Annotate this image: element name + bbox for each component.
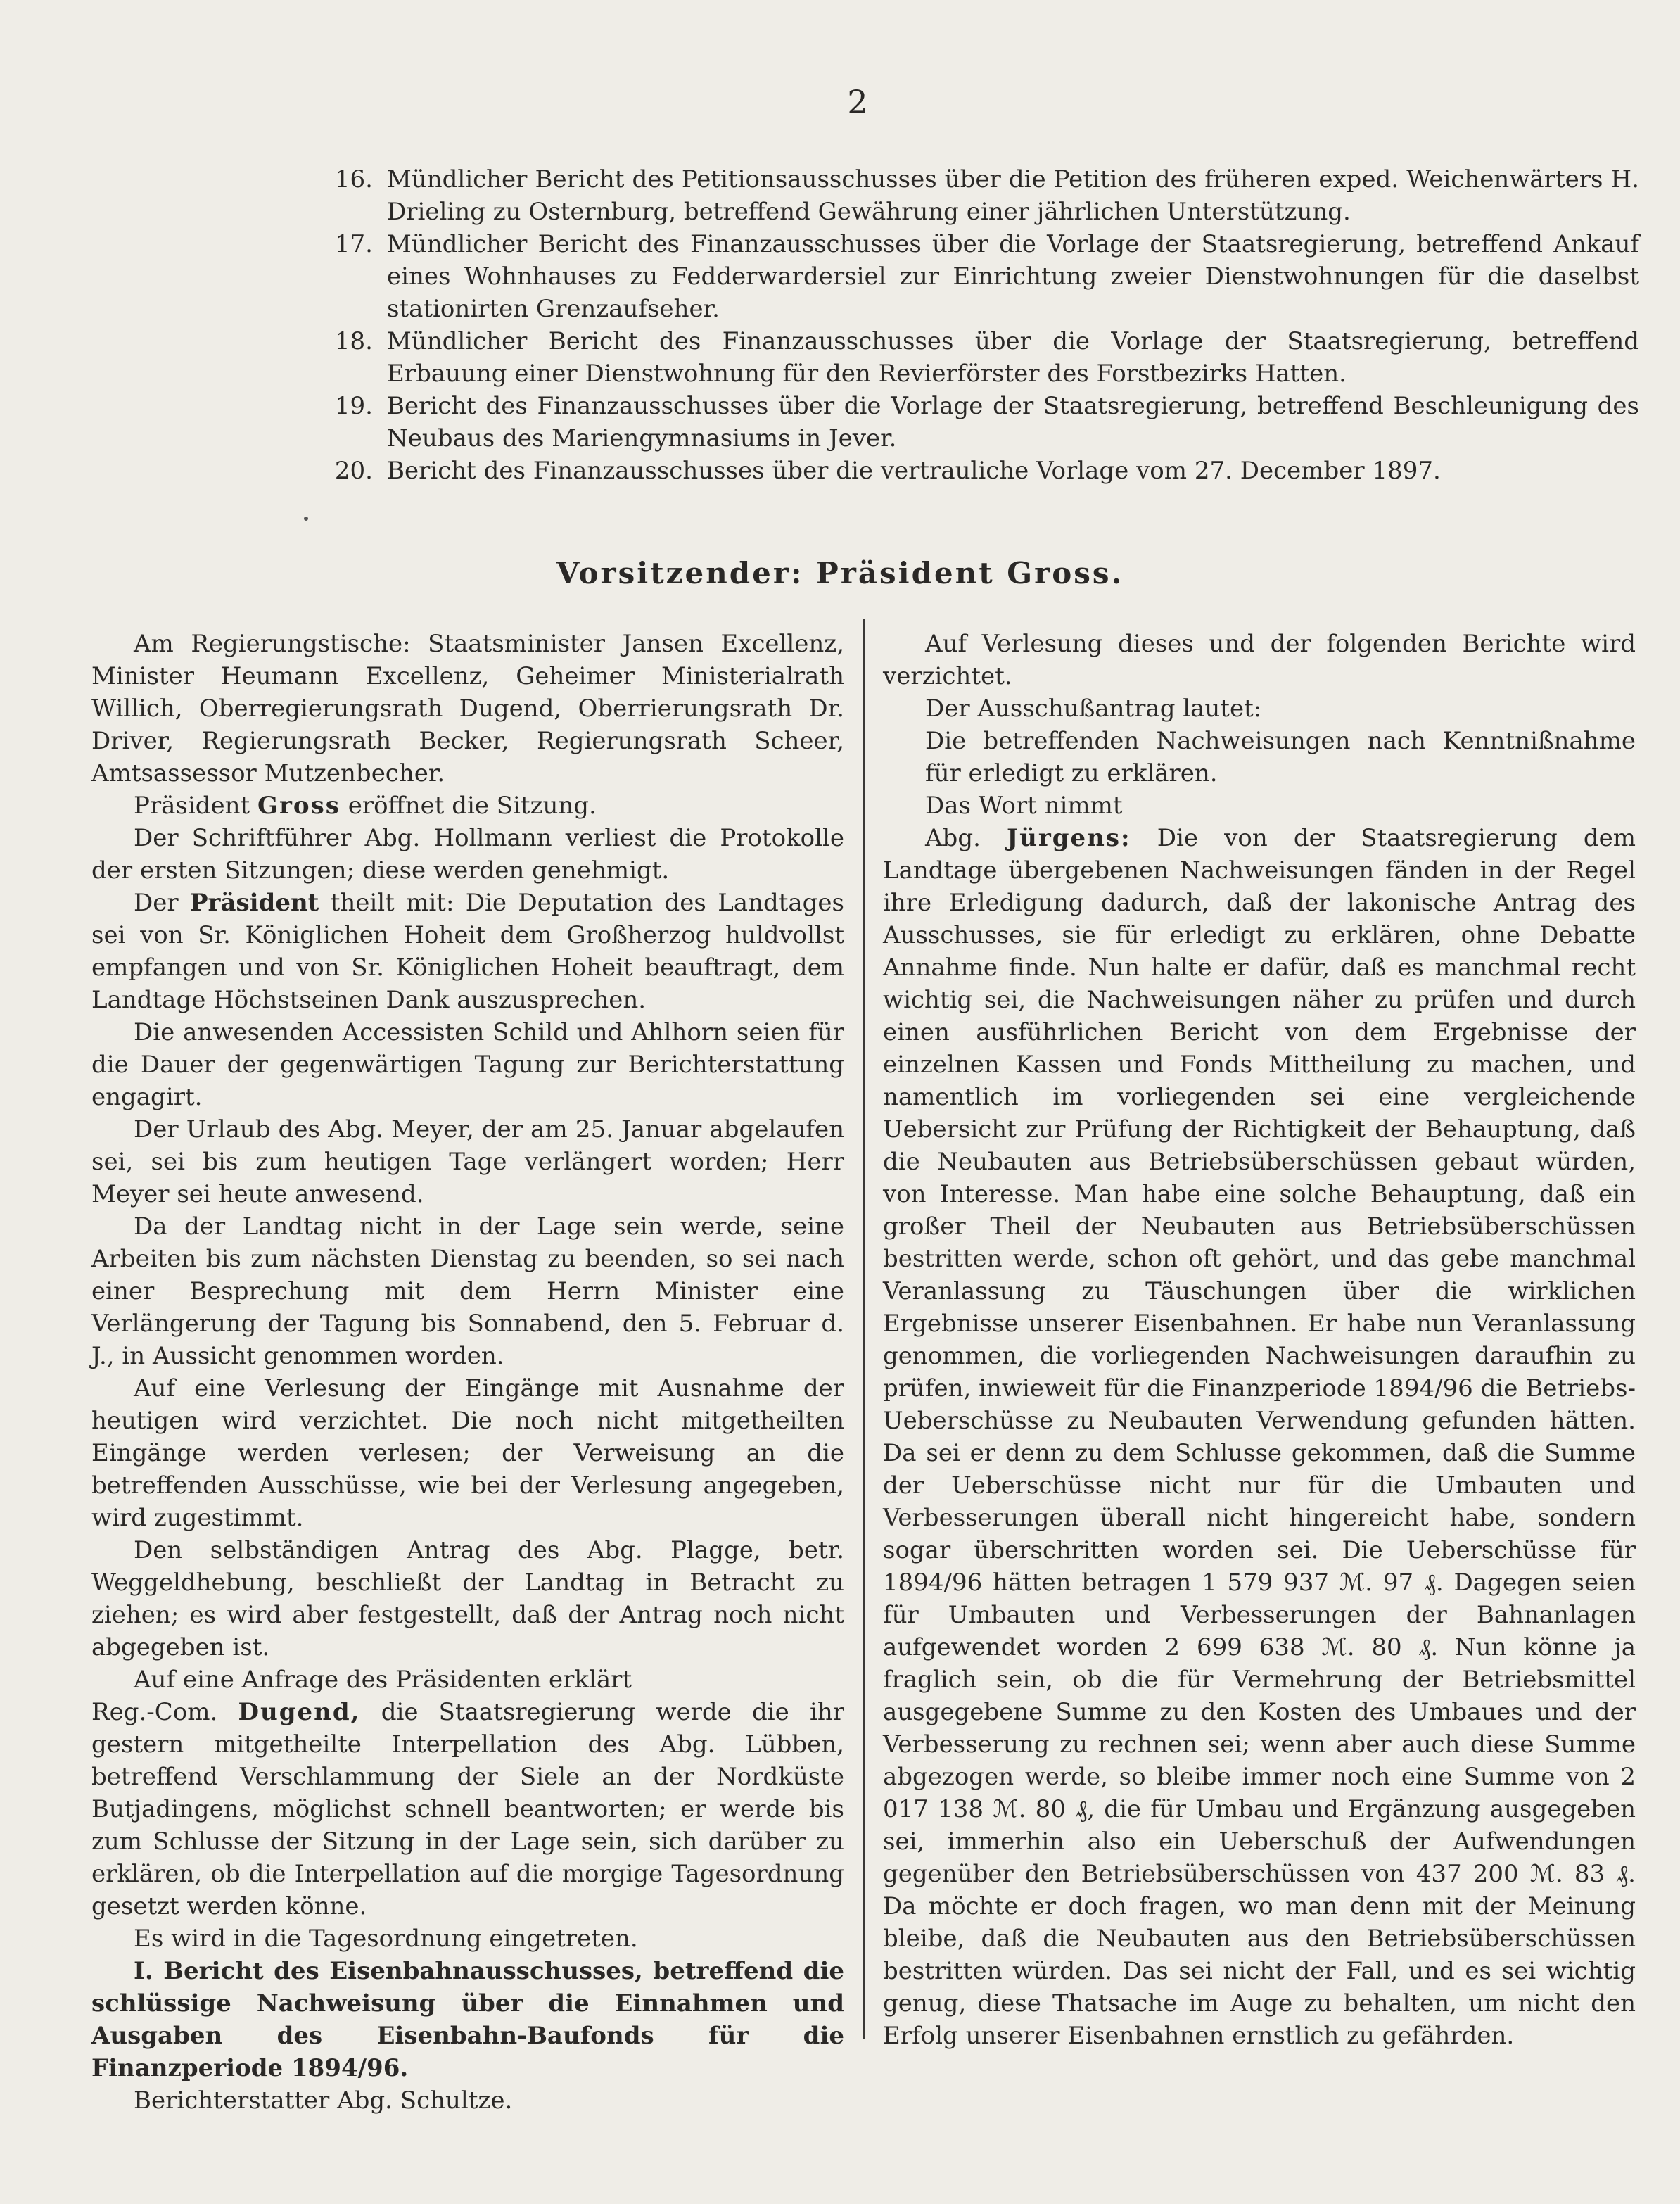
agenda-item-text: Mündlicher Bericht des Finanzausschusses über die Vorlage der Staatsregierung, betreffend Erbauung einer Dienstwohnung für den Revierförster des Forstbezirks Hatten.: [387, 327, 1639, 388]
agenda-item-text: Bericht des Finanzausschusses über die Vorlage der Staatsregierung, betreffend Beschleunigung des Neubaus des Mariengymnasiums in Jever.: [387, 392, 1639, 452]
agenda-item: [310, 163, 1639, 228]
speech-juergens: Abg. Jürgens: Die von der Staatsregierung dem Landtage übergebenen Nachweisungen fänden in der Regel ihre Erledigung dadurch, daß der lakonische Antrag des Ausschusses, sie für erledigt zu erklären, ohne Debatte Annahme finde. Nun halte er dafür, daß es manchmal recht wichtig sei, die Nachweisungen näher zu prüfen und durch einen ausführlichen Bericht von dem Ergebnisse der einzelnen Kassen und Fonds Mittheilung zu machen, und namentlich im vorliegenden sei eine vergleichende Uebersicht zur Prüfung der Richtigkeit der Behauptung, daß die Neubauten aus Betriebsüberschüssen gebaut würden, von Interesse. Man habe eine solche Behauptung, daß ein großer Theil der Neubauten aus Betriebsüberschüssen bestritten werde, schon oft gehört, und das gebe manchmal Veranlassung zu Täuschungen über die wirklichen Ergebnisse unserer Eisenbahnen. Er habe nun Veranlassung genommen, die vorliegenden Nachweisungen daraufhin zu prüfen, inwieweit für die Finanzperiode 1894/96 die Betriebs-Ueberschüsse zu Neubauten Verwendung gefunden hätten. Da sei er denn zu dem Schlusse gekommen, daß die Summe der Ueberschüsse nicht nur für die Umbauten und Verbesserungen überall nicht hingereicht habe, sondern sogar überschritten worden sei. Die Ueberschüsse für 1894/96 hätten betragen 1 579 937 ℳ. 97 ₰. Dagegen seien für Umbauten und Verbesserungen der Bahnanlagen aufgewendet worden 2 699 638 ℳ. 80 ₰. Nun könne ja fraglich sein, ob die für Vermehrung der Betriebsmittel ausgegebene Summe zu den Kosten des Umbaues und der Verbesserung zu rechnen sei; wenn aber auch diese Summe abgezogen werde, so bleibe immer noch eine Summe von 2 017 138 ℳ. 80 ₰, die für Umbau und Ergänzung ausgegeben sei, immerhin also ein Ueberschuß der Aufwendungen gegenüber den Betriebsüberschüssen von 437 200 ℳ. 83 ₰. Da möchte er doch fragen, wo man denn mit der Meinung bleibe, daß die Neubauten aus den Betriebsüberschüssen bestritten würden. Das sei nicht der Fall, und es sei wichtig genug, diese Thatsache im Auge zu behalten, um nicht den Erfolg unserer Eisenbahnen ernstlich zu gefährden.: [883, 824, 1636, 2050]
motion-paragraph: Den selbständigen Antrag des Abg. Plagge, betr. Weggeldhebung, beschließt der Landtag in Betracht zu ziehen; es wird aber festgestellt, daß der Antrag noch nicht abgegeben ist.: [91, 1536, 844, 1661]
agenda-item-number: 17.: [334, 230, 373, 258]
agenda-entry-paragraph: Es wird in die Tagesordnung eingetreten.: [134, 1925, 638, 1953]
speaker-name: Gross: [257, 792, 341, 820]
agenda-item-text: Mündlicher Bericht des Petitionsausschusses über die Petition des früheren exped. Weichenwärters H. Drieling zu Osternburg, betreffend Gewährung einer jährlichen Unterstützung.: [387, 165, 1639, 226]
page-number: 2: [847, 83, 868, 121]
agenda-item: [310, 228, 1639, 325]
agenda-item-number: 19.: [334, 392, 373, 420]
inquiry-paragraph: Auf eine Anfrage des Präsidenten erklärt: [134, 1666, 632, 1694]
report-heading: I. Bericht des Eisenbahnausschusses, betreffend die schlüssige Nachweisung über die Einnahmen und Ausgaben des Eisenbahn-Baufonds für die Finanzperiode 1894/96.: [91, 1957, 844, 2082]
reading-waived-paragraph: Auf Verlesung dieses und der folgenden Berichte wird verzichtet.: [883, 630, 1636, 690]
president-announcement: Der Präsident theilt mit: Die Deputation des Landtages sei von Sr. Königlichen Hoheit dem Großherzog huldvollst empfangen und von Sr. Königlichen Hoheit beauftragt, dem Landtage Höchstseinen Dank auszusprechen.: [91, 889, 844, 1014]
motion-text: Die betreffenden Nachweisungen nach Kenntnißnahme für erledigt zu erklären.: [925, 727, 1636, 787]
agenda-list: [310, 163, 1639, 487]
agenda-item: [310, 390, 1639, 455]
right-column: [883, 628, 1636, 2052]
floor-given: Das Wort nimmt: [925, 792, 1123, 820]
agenda-item: [310, 455, 1639, 487]
protocol-paragraph: Der Schriftführer Abg. Hollmann verliest die Protokolle der ersten Sitzungen; diese werden genehmigt.: [91, 824, 844, 885]
incoming-items-paragraph: Auf eine Verlesung der Eingänge mit Ausnahme der heutigen wird verzichtet. Die noch nicht mitgetheilten Eingänge werden verlesen; der Verweisung an die betreffenden Ausschüsse, wie bei der Verlesung angegeben, wird zugestimmt.: [91, 1374, 844, 1532]
rapporteur-line: Berichterstatter Abg. Schultze.: [134, 2086, 513, 2115]
speaker-name: Dugend,: [238, 1698, 361, 1726]
speaker-name: Jürgens:: [1007, 824, 1131, 852]
government-bench-paragraph: Am Regierungstische: Staatsminister Jansen Excellenz, Minister Heumann Excellenz, Geheimer Ministerialrath Willich, Oberregierungsrath Dugend, Oberrierungsrath Dr. Driver, Regierungsrath Becker, Regierungsrath Scheer, Amtsassessor Mutzenbecher.: [91, 630, 844, 787]
motion-intro: Der Ausschußantrag lautet:: [925, 695, 1262, 723]
agenda-item-number: 18.: [334, 327, 373, 355]
agenda-item-text: Bericht des Finanzausschusses über die vertrauliche Vorlage vom 27. December 1897.: [387, 457, 1441, 485]
stray-ink-mark: [304, 517, 308, 521]
session-extension-paragraph: Da der Landtag nicht in der Lage sein werde, seine Arbeiten bis zum nächsten Dienstag zu beenden, so sei nach einer Besprechung mit dem Herrn Minister eine Verlängerung der Tagung bis Sonnabend, den 5. Februar d. J., in Aussicht genommen worden.: [91, 1212, 844, 1370]
agenda-item-text: Mündlicher Bericht des Finanzausschusses über die Vorlage der Staatsregierung, betreffend Ankauf eines Wohnhauses zu Fedderwardersiel zur Einrichtung zweier Dienstwohnungen für die daselbst stationirten Grenzaufseher.: [387, 230, 1639, 323]
agenda-item-number: 20.: [334, 457, 373, 485]
column-divider: [863, 619, 865, 2039]
chair-heading: Vorsitzender: Präsident Gross.: [556, 556, 1124, 590]
commissioner-statement: Reg.-Com. Dugend, die Staatsregierung werde die ihr gestern mitgetheilte Interpellation des Abg. Lübben, betreffend Verschlammung der Siele an der Nordküste Butjadingens, möglichst schnell beantworten; er werde bis zum Schlusse der Sitzung in der Lage sein, sich darüber zu erklären, ob die Interpellation auf die morgige Tagesordnung gesetzt werden könne.: [91, 1698, 845, 1920]
speaker-name: Präsident: [189, 889, 319, 917]
agenda-item-number: 16.: [334, 165, 373, 194]
left-column: [91, 628, 844, 2117]
opening-paragraph: Präsident Gross eröffnet die Sitzung.: [134, 792, 597, 820]
agenda-item: [310, 325, 1639, 390]
accessist-paragraph: Die anwesenden Accessisten Schild und Ahlhorn seien für die Dauer der gegenwärtigen Tagung zur Berichterstattung engagirt.: [91, 1018, 844, 1111]
leave-paragraph: Der Urlaub des Abg. Meyer, der am 25. Januar abgelaufen sei, sei bis zum heutigen Tage verlängert worden; Herr Meyer sei heute anwesend.: [91, 1115, 844, 1208]
